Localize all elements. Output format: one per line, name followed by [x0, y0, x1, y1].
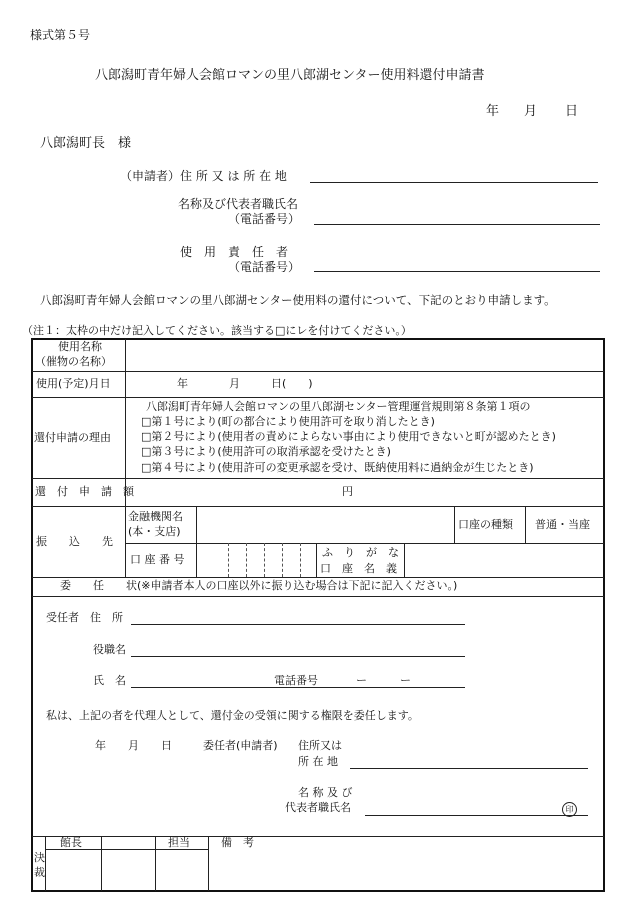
instruction-note: （注１：太枠の中だけ記入してください。該当する□にレを付けてください。） — [22, 324, 412, 337]
account-type-label: 口座の種類 — [458, 518, 513, 531]
approval-divider — [45, 836, 46, 891]
row-divider — [32, 397, 604, 398]
delegation-date: 年 月 日 — [95, 739, 172, 752]
account-type-divider — [454, 506, 455, 543]
bank-branch-label: (本・支店) — [128, 525, 181, 538]
digit-divider — [228, 543, 229, 577]
account-number-divider — [196, 543, 197, 577]
usage-name-sublabel: （催物の名称） — [35, 355, 112, 368]
usage-name-label: 使用名称 — [58, 340, 102, 353]
approval-divider — [155, 836, 156, 891]
delegation-title: 委 任 状(※申請者本人の口座以外に振り込む場合は下記に記入ください。) — [60, 579, 458, 592]
approval-divider — [101, 836, 102, 891]
approval-label: 決裁 — [34, 851, 45, 879]
responsible-person-label: 使 用 責 任 者 — [180, 245, 289, 259]
refund-amount-label: 還 付 申 請 額 — [35, 485, 134, 498]
row-divider — [32, 577, 604, 578]
applicant-address-label: （申請者）住 所 又 は 所 在 地 — [120, 169, 287, 183]
digit-divider — [282, 543, 283, 577]
form-title: 八郎潟町青年婦人会館ロマンの里八郎湖センター使用料還付申請書 — [95, 68, 485, 83]
delegator-name-label: 名 称 及 び — [298, 786, 353, 799]
transfer-label: 振 込 先 — [36, 535, 113, 548]
director-label: 館長 — [60, 836, 82, 849]
intro-sentence: 八郎潟町青年婦人会館ロマンの里八郎湖センター使用料の還付について、下記のとおり申請します。 — [40, 293, 556, 307]
delegator-address-field[interactable] — [350, 768, 588, 769]
reason-option-1[interactable]: □第１号により(町の都合により使用許可を取り消したとき) — [141, 415, 435, 428]
delegator-label: 委任者(申請者) — [203, 739, 278, 752]
account-number-label: 口 座 番 号 — [130, 553, 185, 566]
agent-title-field[interactable] — [131, 656, 465, 657]
bank-name-label: 金融機関名 — [128, 510, 183, 523]
account-holder-field[interactable] — [406, 545, 602, 575]
delegator-address-label: 住所又は — [298, 739, 342, 752]
bank-name-field[interactable] — [198, 508, 452, 541]
staff-label: 担当 — [168, 836, 190, 849]
form-number: 様式第５号 — [30, 28, 91, 42]
label-column-divider — [125, 339, 126, 577]
holder-divider — [404, 543, 405, 577]
remarks-label: 備 考 — [221, 836, 254, 849]
applicant-name-field[interactable] — [314, 224, 600, 225]
furigana-label: ふ り が な — [322, 546, 399, 559]
row-divider — [32, 506, 604, 507]
reason-option-4[interactable]: □第４号により(使用許可の変更承認を受け、既納使用料に過納金が生じたとき) — [141, 461, 534, 474]
digit-divider — [264, 543, 265, 577]
bank-divider — [196, 506, 197, 543]
date-day-label: 日 — [565, 104, 579, 119]
reason-intro: 八郎潟町青年婦人会館ロマンの里八郎湖センター管理運営規則第８条第１項の — [146, 400, 531, 413]
approval-divider — [208, 836, 209, 891]
row-divider — [32, 371, 604, 372]
row-divider — [32, 478, 604, 479]
refund-amount-unit: 円 — [342, 485, 353, 498]
delegator-address-sublabel: 所 在 地 — [298, 755, 338, 768]
applicant-address-field[interactable] — [310, 182, 598, 183]
usage-date-month: 月 — [229, 377, 240, 390]
reason-option-2[interactable]: □第２号により(使用者の責めによらない事由により使用できないと町が認めたとき) — [141, 430, 556, 443]
usage-name-field[interactable] — [127, 342, 603, 369]
usage-date-day: 日( ) — [271, 377, 313, 390]
digit-divider — [316, 543, 317, 577]
digit-divider — [246, 543, 247, 577]
usage-date-year: 年 — [177, 377, 188, 390]
agent-address-label: 受任者 住 所 — [46, 611, 123, 624]
account-type-option[interactable]: 普通・当座 — [535, 518, 590, 531]
usage-date-label: 使用(予定)月日 — [36, 377, 111, 390]
delegator-name-sublabel: 代表者職氏名 — [285, 801, 351, 814]
addressee: 八郎潟町長 様 — [40, 136, 132, 151]
account-type-divider — [525, 506, 526, 543]
responsible-phone-label: （電話番号） — [228, 260, 301, 274]
digit-divider — [300, 543, 301, 577]
row-divider — [32, 596, 604, 597]
agent-name-label: 氏 名 — [93, 674, 126, 687]
applicant-name-label: 名称及び代表者職氏名 — [178, 197, 299, 211]
agent-phone-dashes: ー ー — [356, 674, 411, 687]
reason-option-3[interactable]: □第３号により(使用許可の取消承認を受けたとき) — [141, 445, 391, 458]
agent-phone-label: 電話番号 — [274, 674, 318, 687]
row-divider — [32, 836, 604, 837]
account-holder-label: 口 座 名 義 — [320, 562, 397, 575]
delegator-name-field[interactable] — [365, 815, 588, 816]
agent-title-label: 役職名 — [93, 643, 126, 656]
responsible-person-field[interactable] — [314, 271, 600, 272]
reason-label: 還付申請の理由 — [34, 431, 111, 444]
applicant-phone-label: （電話番号） — [228, 212, 301, 226]
seal-icon: 印 — [562, 802, 577, 817]
date-year-label: 年 — [486, 104, 500, 119]
date-month-label: 月 — [524, 104, 538, 119]
agent-address-field[interactable] — [131, 624, 465, 625]
delegation-sentence: 私は、上記の者を代理人として、還付金の受領に関する権限を委任します。 — [46, 709, 419, 722]
